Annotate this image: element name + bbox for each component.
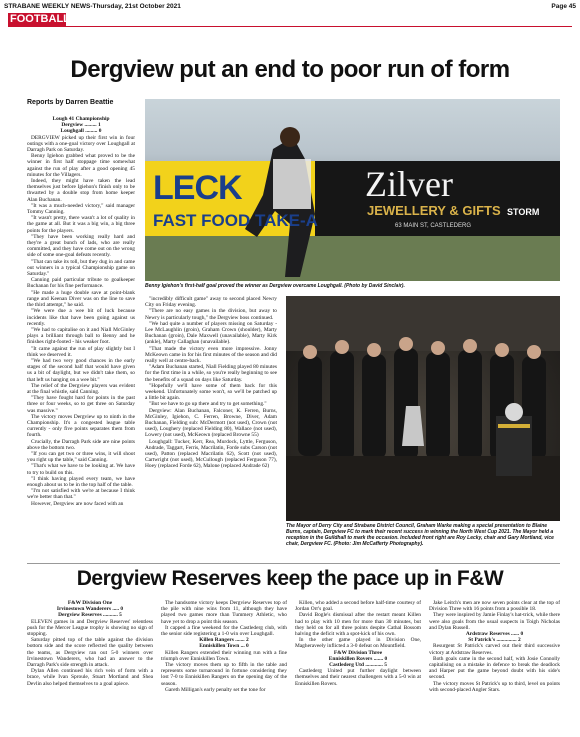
paragraph: "I'm not satisfied with we're at because I think we're better than that." — [27, 488, 135, 501]
paragraph: "They have fought hard for points in the past three or four weeks, so to get three on Saturday was massive." — [27, 395, 135, 414]
presentation-photo-graphic — [286, 296, 560, 521]
story2-column-3 — [295, 600, 421, 730]
presentation-photo-caption: The Mayor of Derry City and Strabane District Council, Graham Warke making a special presentation to Blaine Burns, captain, Dergview FC to mark their recent success in winning the North West Cup 2021. The Mayor held a reception in the Guildhall to mark the occasion. Included front right are Roy Lecky, chair and Gary Mortland, vice chair, Dergview FC. (Photo: Jim McCafferty Photography). — [286, 523, 554, 547]
score-line: Dergview Reserves ........... 5 — [58, 612, 122, 619]
paragraph: "There are no easy games in the division, but away to Newry is particularly tough," the Dergview boss continued. — [145, 308, 277, 321]
paragraph: "I think having played every team, we have enough about us to be in the top half of the table. — [27, 475, 135, 488]
match-photo — [145, 99, 560, 281]
player-shirt — [273, 159, 311, 209]
mayor-chain — [498, 424, 530, 428]
paragraph: DERGVIEW picked up their first win in four outings with a one-goal victory over Loughgall at Darragh Park on Saturday. — [27, 134, 135, 154]
presentation-photo — [286, 296, 560, 521]
story2-column-2 — [161, 600, 287, 730]
paragraph: Gareth Milligan's early penalty set the tone for — [165, 686, 266, 693]
story1-column-2 — [145, 296, 277, 561]
paragraph: It capped a fine weekend for the Castlederg club, with the senior side registering a 1-0 win over Loughgall. — [161, 624, 287, 638]
paragraph: Loughgall: Tucker, Kerr, Rea, Murdock, Lyttle, Ferguson, Andrade, Taggart, Ferris, Macrilatin, Forde subs Carson (not used), Patton (replaced Macrilatin 62), Scott (not used), Cartwright (not used), McCullough (replaced Ferguson 77), Hoey (replaced Forde 62), Malone (replaced Andrade 62) — [145, 438, 277, 470]
publication-date: STRABANE WEEKLY NEWS-Thursday, 21st October 2021 — [4, 3, 181, 10]
paragraph: "We were due a wee bit of luck because incidents like that have been going against us recently. — [27, 308, 135, 327]
banner-text-right-3: 63 MAIN ST, CASTLEDERG — [395, 223, 472, 229]
paragraph: Canning paid particular tribute to goalkeeper Buchanan for his fine performance. — [27, 277, 135, 290]
score-line: St Patrick's ............... 2 — [468, 637, 521, 644]
paragraph: The victory moves St Patrick's up to third, level on points with second-placed Angler Stars. — [429, 680, 560, 693]
paragraph: The handsome victory keeps Dergview Reserves top of the pile with nine wins from 11, although they have played two games more than Tummery Athletic, who have yet to drop a point this season. — [161, 600, 287, 625]
paragraph: Saturday pitted top of the table against the division bottom side and the score reflected the quality between the teams, as Dergview ran out 5-0 winners over Irvinestown Wanderers, who had an answer to the Darragh Park's side strength in attack. — [27, 637, 153, 669]
paragraph: Dergview: Alan Buchanan, Falconer, K. Ferren, Burns, McGinley, Igiehon, C. Ferren, Browne, Diver, Adam Buchanan, Fielding sub: McDermott (not used), Crown (not used), Loughery (replaced Fielding 80), Wallace (not used), Lowery (not used), McKeown (replaced Browne 55) — [145, 407, 277, 439]
player-head — [280, 127, 300, 147]
paragraph: Resurgent St Patrick's carved out their third successive victory at Ardstraw Reserves. — [429, 643, 560, 656]
paragraph: Killen, who added a second before half-time courtesy of Jordan Orr's goal. — [295, 600, 421, 613]
score-line: Lough 41 Championship — [52, 116, 110, 122]
story1-column-1 — [27, 116, 135, 561]
division-heading: F&W Division One — [67, 600, 113, 606]
banner-text-right-4: STORM — [507, 207, 540, 217]
paragraph: "Adam Buchanan started, Niall Fielding played 80 minutes for the first time in a while, so you're really beginning to see the benefits of a squad on days like Saturday. — [145, 364, 277, 383]
section-label: FOOTBALL — [10, 13, 70, 25]
paragraph: "It came against the run of play slightly but I think we deserved it. — [27, 345, 135, 358]
score-line: Enniskillen Town ... 0 — [199, 643, 249, 650]
paragraph: Castlederg United put further daylight between themselves and their nearest challengers with a 5-0 win at Enniskillen Rovers. — [295, 668, 421, 687]
paragraph: The victory moves Dergview up to ninth in the Championship. It's a congested league table currently - only five points separates them from fourth. — [27, 413, 135, 439]
mayor-head — [505, 403, 523, 421]
match-photo-caption: Benny Igiehon's first-half goal proved the winner as Dergview overcame Loughgall. (Photo by David Sinclair). — [145, 283, 405, 289]
paragraph: Dylan Allen continued his rich vein of form with a brace, while Ivan Sproule, Stuart Mortland and Shea Devlin also helped themselves to a goal apiece. — [27, 668, 153, 687]
section-rule — [8, 26, 572, 27]
paragraph: "But we have to go up there and try to get something." — [149, 401, 267, 408]
score-line: Loughgall ......... 0 — [60, 128, 102, 135]
paragraph: Benny Igiehon grabbed what proved to be the winner in first half stoppage time somewhat against the run of play after a good opening 45 minutes for the Villagers. — [27, 153, 135, 178]
paragraph: "They have been working really hard and they're a great bunch of lads, who are really committed, and they have come out on the wrong side of some one-goal defeats recently. — [27, 233, 135, 259]
paragraph: ELEVEN games in and Dergview Reserves' relentless push for the Mercer League trophy is showing no sign of stopping. — [27, 618, 153, 638]
paragraph: "We had to capitalise on it and Niall McGinley plays a brilliant through ball to Benny and he finishes right-footed - his weaker foot. — [27, 326, 135, 346]
story1-byline: Reports by Darren Beattie — [27, 99, 114, 106]
paragraph: "It wasn't pretty, there wasn't a lot of quality in the game at all. But it was a big win, a big three points for the players. — [27, 215, 135, 234]
paragraph: Indeed, they might have taken the lead themselves just before Igiehon's finish only to be thwarted by a double stop from home keeper Alan Buchanan. — [27, 178, 135, 203]
story2-headline: Dergview Reserves keep the pace up in F&W — [76, 567, 504, 590]
paragraph: "It was a much-needed victory," said manager Tommy Canning. — [27, 202, 135, 216]
story2-column-4 — [429, 600, 560, 730]
banner-text-right-2: JEWELLERY & GIFTS — [367, 203, 501, 218]
banner-text-left-2: FAST FOOD TAKE-A — [153, 211, 318, 230]
story1-headline: Dergview put an end to poor run of form — [70, 56, 510, 83]
paragraph: The relief of the Dergview players was evident at the final whistle, said Canning. — [27, 382, 135, 395]
paragraph: Both goals came in the second half, with Josie Connolly capitalising on a mistake in defence to break the deadlock and Harper put the game beyond doubt with his side's second. — [429, 655, 560, 681]
banner-text-left: LECK — [153, 169, 242, 207]
paragraph: "If you can get two or three wins, it will shoot you right up the table," said Canning. — [27, 450, 135, 464]
paragraph: "That can take its toll, but they dug in and came out winners in a typical Championship game on Saturday." — [27, 258, 135, 278]
paragraph: "He made a huge double save at point-blank range and Keenan Diver was on the line to save the third attempt," he said. — [27, 289, 135, 309]
banner-text-right: Zilver — [365, 164, 453, 204]
score-line: Irvinestown Wanderers ..... 0 — [56, 606, 124, 613]
paragraph: Crucially, the Darragh Park side are nine points above the bottom two. — [27, 438, 135, 451]
story-divider — [27, 563, 560, 564]
paragraph: Killen Rangers extended their winning run with a fine triumph over Enniskillen Town. — [161, 649, 287, 662]
page-number: Page 45 — [551, 3, 576, 10]
page-header — [4, 1, 576, 12]
paragraph: "We had two very good chances in the early stages of the second half that would have given us a bit of daylight, but we didn't take them, so that left us hanging on a wee bit." — [27, 357, 135, 383]
paragraph: "Hopefully we'll have some of them back for this weekend. Unfortunately some won't, so we'll be patched up a little bit again. — [145, 382, 277, 402]
score-line: Killen Rangers ....... 2 — [199, 637, 249, 644]
back-wall — [286, 296, 560, 351]
paragraph: However, Dergview are now faced with an — [31, 500, 124, 507]
score-line: Ardstraw Reserves ...... 0 — [465, 631, 524, 638]
paragraph: "That made the victory even more impressive. Jonny McKeown came in for his first minutes of the season and did really well at centre-back. — [145, 345, 277, 365]
paragraph: In the other game played in Division One, Magheraveely inflicted a 3-0 defeat on Mountfield. — [295, 637, 421, 650]
paragraph: David Bogle's dismissal after the restart meant Killen had to play with 10 men for more than 30 minutes, but they held on for all three points despite Cathal Bossom halving the deficit with a spot-kick of his own. — [295, 612, 421, 638]
score-line: Enniskillen Rovers ....... 0 — [328, 655, 388, 662]
score-line: F&W Division Three — [333, 649, 383, 656]
paragraph: "That's what we have to be looking at. We have to try to build on this. — [27, 463, 135, 476]
paragraph: Jake Leitch's men are now seven points clear at the top of Division Three with 16 points from a possible 18. — [429, 600, 560, 613]
pitch — [145, 236, 560, 281]
paragraph: "We had quite a number of players missing on Saturday - Lee McLaughlin (groin), Graham Crown (shoulder), Marty Buchanan (groin), Dale Maxwell (unavailable), Marty Kirk (ankle), Marty Callaghan (unavailable). — [145, 320, 277, 346]
score-line: Castlederg Utd ............. 5 — [329, 662, 387, 669]
score-line: Dergview ......... 1 — [61, 122, 101, 129]
story2-column-1 — [27, 600, 153, 730]
paragraph: "incredibly difficult game" away to second placed Newry City on Friday evening. — [145, 296, 277, 309]
paragraph: They were inspired by Jamie Finlay's hat-trick, while there were also goals from the usual suspects in Toigh Nicholas and Dylan Russell. — [429, 612, 560, 631]
paragraph: The victory moves them up to fifth in the table and represents some turnaround in fortune considering they lost 7-0 to Enniskillen Rangers on the opening day of the season. — [161, 662, 287, 687]
